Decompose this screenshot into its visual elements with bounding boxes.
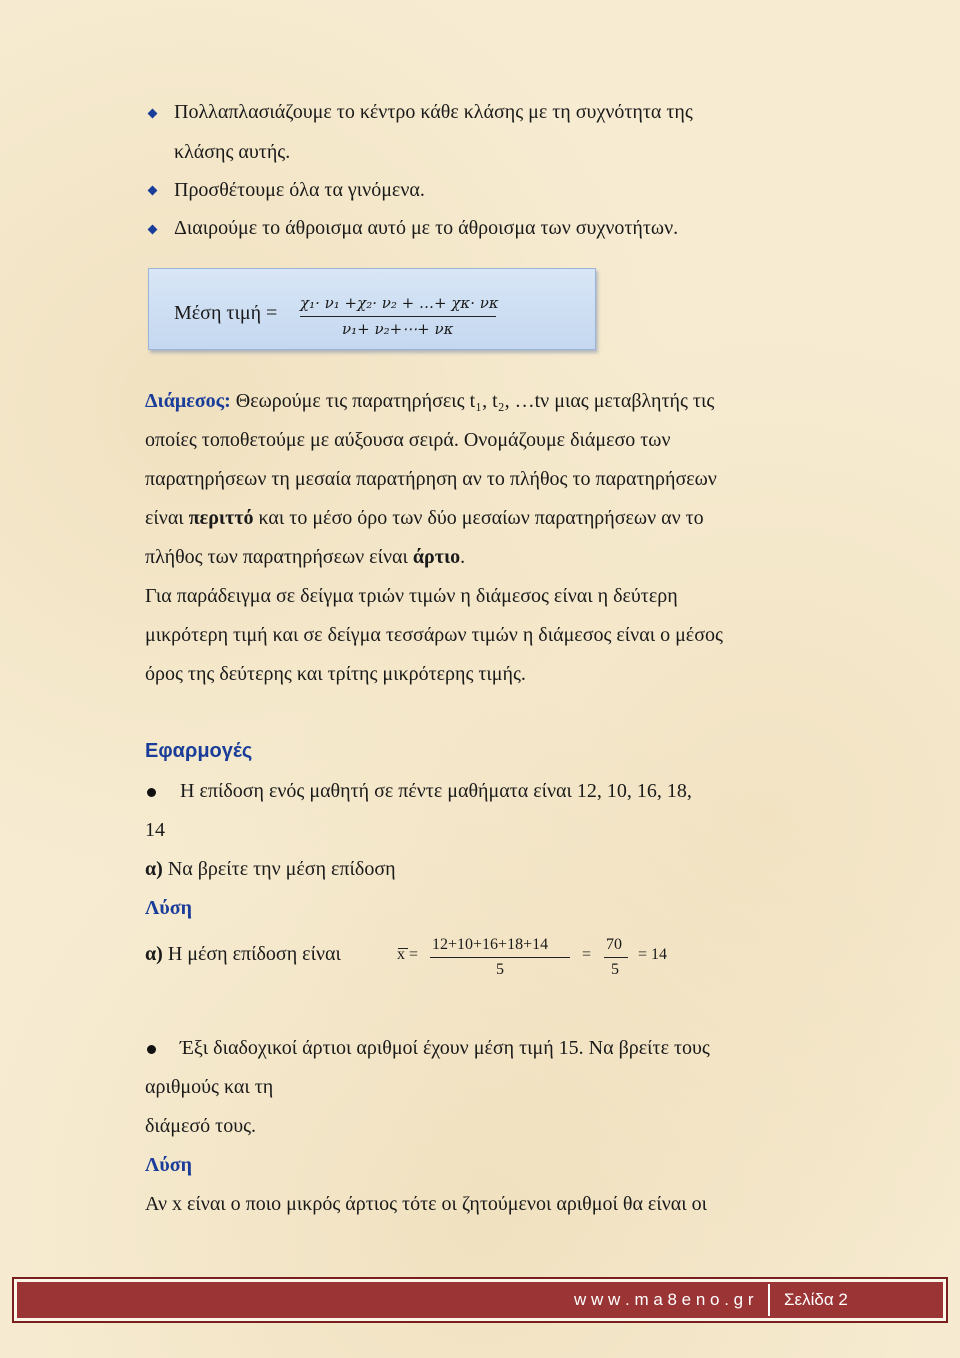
fraction-1-line <box>430 957 570 958</box>
bullet-text-1: Πολλαπλασιάζουμε το κέντρο κάθε κλάσης με τη συχνότητα της <box>174 101 693 123</box>
bullet-diamond-icon <box>148 186 158 196</box>
formula-numerator: χ₁· ν₁ +χ₂· ν₂ + …+ χκ· νκ <box>300 294 499 312</box>
equals-1: = <box>582 946 592 963</box>
fraction-2-line <box>604 957 628 958</box>
median-line-4: είναι περιττό και το μέσο όρο των δύο μεσαίων παρατηρήσεων αν το <box>145 507 704 529</box>
median-line-2: οποίες τοποθετούμε με αύξουσα σειρά. Ονομάζουμε διάμεσο των <box>145 429 671 451</box>
median-example-1: Για παράδειγμα σε δείγμα τριών τιμών η διάμεσος είναι η δεύτερη <box>145 585 678 607</box>
formula-label: Μέση τιμή = <box>174 302 278 324</box>
fraction-1-denominator: 5 <box>496 961 504 978</box>
solution-2-line-1: Αν x είναι ο ποιο μικρός άρτιος τότε οι ζητούμενοι αριθμοί θα είναι οι <box>145 1193 707 1215</box>
question-2-line-1: Έξι διαδοχικοί άρτιοι αριθμοί έχουν μέση τιμή 15. Να βρείτε τους <box>180 1037 710 1059</box>
footer-site-link[interactable]: w w w . m a 8 e n o . g r <box>574 1290 754 1309</box>
question-1-line-1: Η επίδοση ενός μαθητή σε πέντε μαθήματα είναι 12, 10, 16, 18, <box>180 780 692 802</box>
bullet-diamond-icon <box>148 109 158 119</box>
fraction-1-numerator: 12+10+16+18+14 <box>432 936 549 953</box>
solution-heading-2: Λύση <box>145 1154 192 1176</box>
bullet-diamond-icon <box>148 225 158 235</box>
median-line-5: πλήθος των παρατηρήσεων είναι άρτιο. <box>145 546 466 568</box>
fraction-2-numerator: 70 <box>606 936 622 953</box>
question-1-line-2: 14 <box>145 819 165 841</box>
bullet-dot-icon <box>147 1045 156 1054</box>
median-example-3: όρος της δεύτερης και τρίτης μικρότερης τιμής. <box>145 663 526 685</box>
formula-denominator: ν₁+ ν₂+⋯+ νκ <box>342 320 454 338</box>
bullet-dot-icon <box>147 788 156 797</box>
xbar-symbol: x = <box>397 946 419 963</box>
median-line-1: Διάμεσος: Θεωρούμε τις παρατηρήσεις t₁, t₂, …tν μιας μεταβλητής τις <box>145 390 715 412</box>
fraction-2-denominator: 5 <box>611 961 619 978</box>
formula-fraction-line <box>300 316 496 317</box>
application-heading: Εφαρμογές <box>145 740 253 762</box>
bullet-text-2: Προσθέτουμε όλα τα γινόμενα. <box>174 179 425 201</box>
solution-a-text: α) Η μέση επίδοση είναι <box>145 943 341 965</box>
question-1-part-a: α) Να βρείτε την μέση επίδοση <box>145 858 396 880</box>
question-2-line-2: αριθμούς και τη <box>145 1076 274 1098</box>
solution-heading-1: Λύση <box>145 897 192 919</box>
question-2-line-3: διάμεσό τους. <box>145 1115 257 1137</box>
median-line-3: παρατηρήσεων τη μεσαία παρατήρηση αν το πλήθος το παρατηρήσεων <box>145 468 717 490</box>
equals-2-result: = 14 <box>638 946 668 963</box>
bullet-text-3: Διαιρούμε το άθροισμα αυτό με το άθροισμα των συχνοτήτων. <box>174 217 679 239</box>
footer-separator <box>768 1284 770 1316</box>
median-term: Διάμεσος: <box>145 390 231 412</box>
median-example-2: μικρότερη τιμή και σε δείγμα τεσσάρων τιμών η διάμεσος είναι ο μέσος <box>145 624 723 646</box>
bullet-text-1-cont: κλάσης αυτής. <box>174 141 291 163</box>
footer-page-number: Σελίδα 2 <box>784 1290 848 1309</box>
